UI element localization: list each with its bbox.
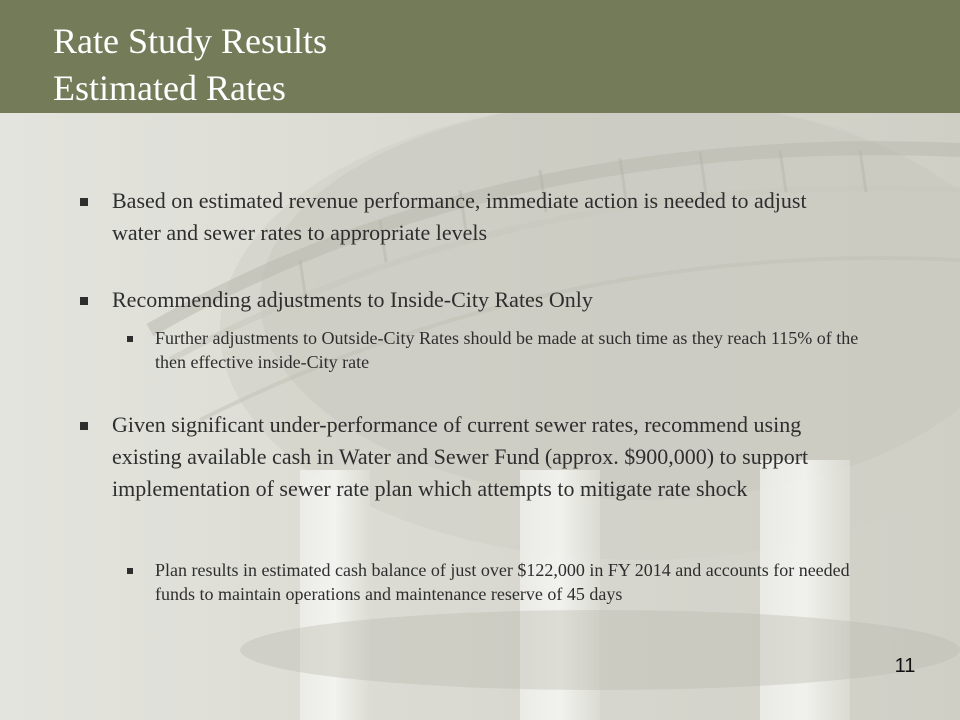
- slide-title-line-1: Rate Study Results: [53, 21, 328, 61]
- bullet-text: Based on estimated revenue performance, immediate action is needed to adjust water and sewer rates to appropriate levels: [112, 188, 807, 245]
- page-number: 11: [894, 655, 916, 677]
- square-bullet-icon: [127, 568, 133, 574]
- bullet-item: [112, 409, 852, 505]
- sub-bullet-text: Plan results in estimated cash balance of just over $122,000 in FY 2014 and accounts for needed funds to maintain operations and maintenance reserve of 45 days: [155, 560, 850, 604]
- sub-bullet-item: [155, 558, 875, 606]
- square-bullet-icon: [80, 297, 88, 305]
- slide-title-line-2: Estimated Rates: [53, 68, 286, 108]
- bullet-text: Given significant under-performance of current sewer rates, recommend using existing available cash in Water and Sewer Fund (approx. $900,000) to support implementation of sewer rate plan which attempts to mitigate rate shock: [112, 412, 809, 501]
- square-bullet-icon: [80, 422, 88, 430]
- sub-bullet-text: Further adjustments to Outside-City Rates should be made at such time as they reach 115% of the then effective inside-City rate: [155, 328, 859, 372]
- square-bullet-icon: [80, 198, 88, 206]
- bullet-item: [112, 185, 852, 249]
- sub-bullet-item: [155, 326, 875, 374]
- bullet-text: Recommending adjustments to Inside-City Rates Only: [112, 287, 593, 312]
- square-bullet-icon: [127, 336, 133, 342]
- bullet-item: [112, 284, 852, 316]
